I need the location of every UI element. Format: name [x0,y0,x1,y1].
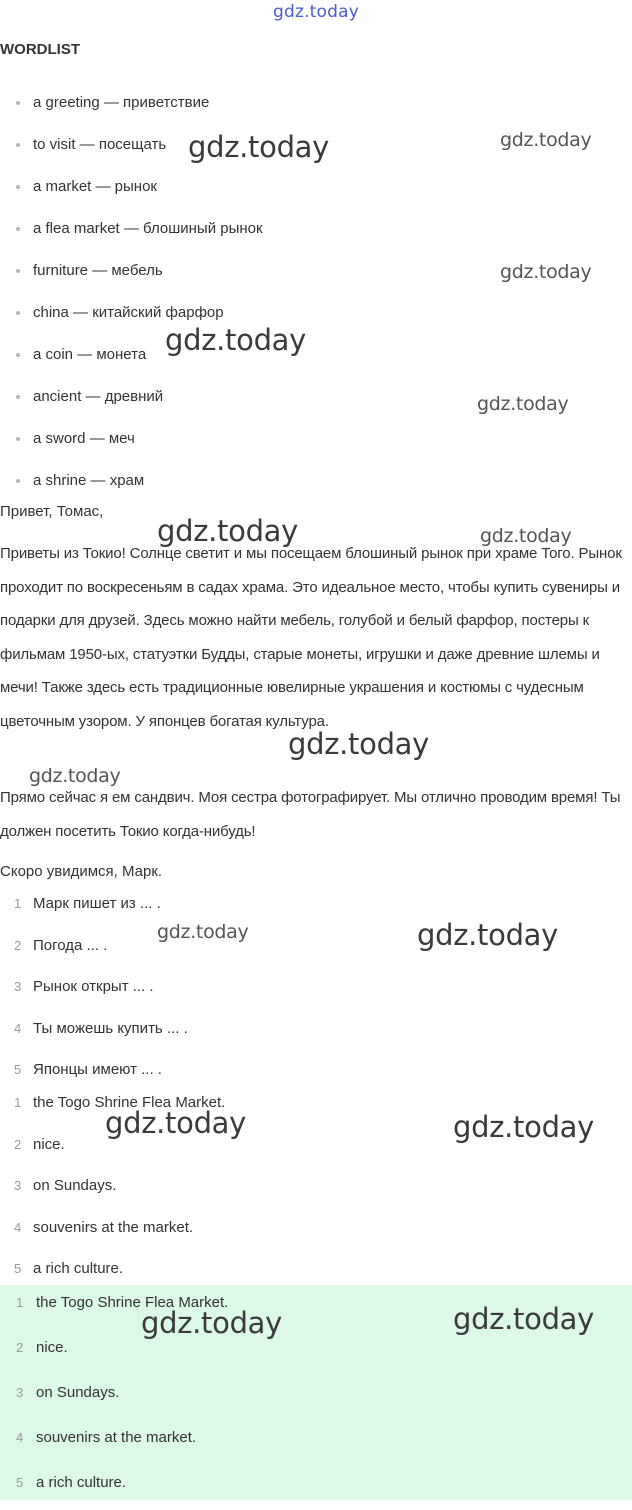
letter-greeting: Привет, Томас, [0,503,104,520]
list-item: ancient — древний [0,376,263,418]
list-item: china — китайский фарфор [0,292,263,334]
list-item: 1 the Togo Shrine Flea Market. [14,1094,226,1111]
list-item: 5 a rich culture. [16,1474,127,1491]
bullet-icon [16,143,20,147]
list-item: a market — рынок [0,166,263,208]
list-item: 4 souvenirs at the market. [14,1218,194,1236]
list-item: 2 nice. [16,1339,68,1356]
list-item: furniture — мебель [0,250,263,292]
watermark: gdz.today [165,323,307,357]
list-item: 1 Марк пишет из ... . [14,895,161,912]
list-item: a coin — монета [0,334,263,376]
list-item: a sword — меч [0,418,263,460]
letter-paragraph: Прямо сейчас я ем сандвич. Моя сестра фотографирует. Мы отлично проводим время! Ты должен посетить Токио когда-нибудь! [0,789,621,840]
bullet-icon [16,227,20,231]
watermark: gdz.today [288,727,430,761]
list-item: 2 nice. [14,1135,65,1153]
list-item: 3 on Sundays. [14,1177,117,1195]
list-item: 3 on Sundays. [16,1384,120,1401]
bullet-icon [16,185,20,189]
questions-list [0,883,188,1091]
bullet-icon [16,479,20,483]
list-item: to visit — посещать [0,124,263,166]
watermark: gdz.today [500,129,592,151]
list-item: a flea market — блошиный рынок [0,208,263,250]
bullet-icon [16,353,20,357]
watermark: gdz.today [105,1106,247,1140]
list-item: 4 souvenirs at the market. [16,1429,197,1446]
list-item: 4 Ты можешь купить ... . [14,1019,188,1037]
bullet-icon [16,269,20,273]
watermark: gdz.today [477,393,569,415]
list-item: 2 Погода ... . [14,936,108,954]
letter-closing: Скоро увидимся, Марк. [0,863,163,880]
wordlist-heading: WORDLIST [0,41,80,58]
watermark: gdz.today [157,921,249,943]
watermark: gdz.today [453,1302,595,1336]
bullet-icon [16,437,20,441]
letter-paragraph: Приветы из Токио! Солнце светит и мы посещаем блошиный рынок при храме Того. Рынок проходит по воскресеньям в садах храма. Это идеальное место, чтобы купить сувениры и подарки для друзей. Здесь можно найти мебель, голубой и белый фарфор, постеры к фильмам 1950-ых, статуэтки Будды, старые монеты, игрушки и даже древние шлемы и мечи! Также здесь есть традиционные ювелирные украшения и костюмы с чудесным цветочным узором. У японцев богатая культура. [0,545,622,730]
bullet-icon [16,101,20,105]
watermark: gdz.today [141,1306,283,1340]
bullet-icon [16,395,20,399]
site-logo[interactable]: gdz.today [272,2,360,22]
list-item: 5 Японцы имеют ... . [14,1061,162,1079]
watermark: gdz.today [417,918,559,952]
watermark: gdz.today [500,261,592,283]
watermark: gdz.today [480,525,572,547]
list-item: a shrine — храм [0,460,263,502]
list-item: a greeting — приветствие [0,82,263,124]
list-item: 1 the Togo Shrine Flea Market. [16,1294,229,1311]
watermark: gdz.today [453,1110,595,1144]
watermark: gdz.today [157,514,299,548]
watermark: gdz.today [29,765,121,787]
list-item: 5 a rich culture. [14,1260,124,1278]
bullet-icon [16,311,20,315]
list-item: 3 Рынок открыт ... . [14,978,154,996]
watermark: gdz.today [188,130,330,164]
